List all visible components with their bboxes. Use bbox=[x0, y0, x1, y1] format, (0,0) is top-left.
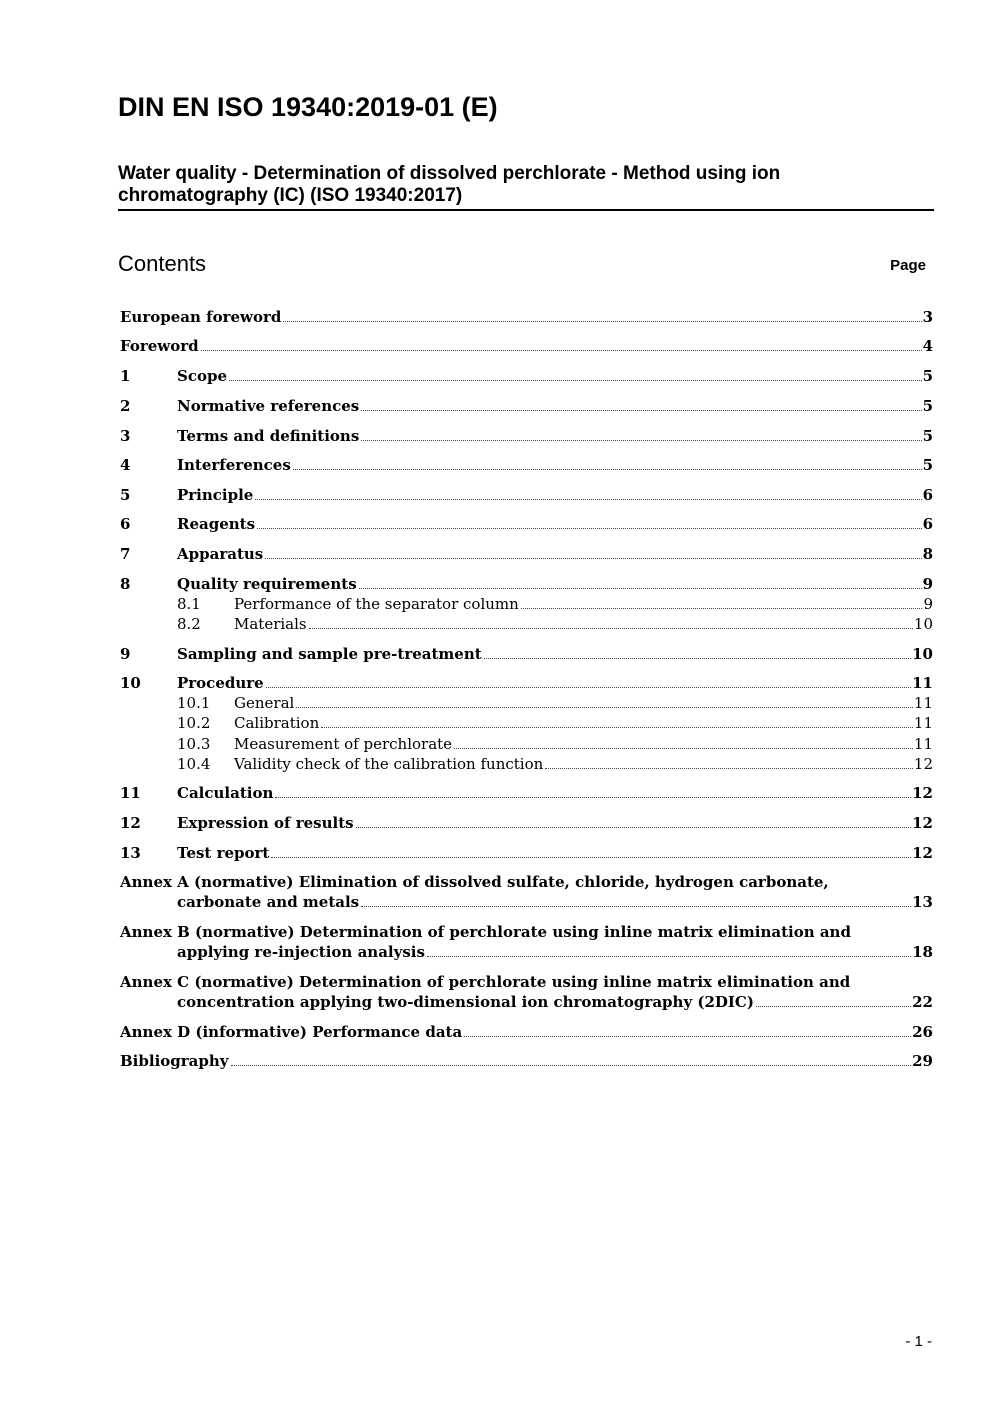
toc-number: 8 bbox=[120, 575, 131, 593]
toc-leader bbox=[283, 321, 921, 322]
toc-entry-annex-a-line-1[interactable] bbox=[120, 872, 933, 892]
toc-label: Principle bbox=[177, 486, 254, 504]
toc-page: 10 bbox=[912, 645, 933, 663]
toc-entry-european-foreword[interactable] bbox=[120, 307, 933, 327]
toc-number: 4 bbox=[120, 456, 131, 474]
toc-entry-bibliography[interactable] bbox=[120, 1051, 933, 1071]
toc-number: 5 bbox=[120, 486, 131, 504]
toc-entry-annex-c-line-1[interactable] bbox=[120, 972, 933, 992]
toc-entry-sampling[interactable] bbox=[120, 644, 933, 664]
toc-page: 18 bbox=[912, 943, 933, 961]
document-title-line-1: Water quality - Determination of dissolved perchlorate - Method using ion bbox=[118, 163, 781, 184]
document-title-line-2: chromatography (IC) (ISO 19340:2017) bbox=[118, 185, 463, 206]
toc-number: 2 bbox=[120, 397, 131, 415]
toc-page: 6 bbox=[922, 486, 933, 504]
toc-page: 4 bbox=[922, 337, 933, 355]
toc-label: Calculation bbox=[177, 784, 274, 802]
toc-entry-principle[interactable] bbox=[120, 485, 933, 505]
toc-leader bbox=[521, 608, 923, 609]
toc-label: Expression of results bbox=[177, 814, 354, 832]
page-number: - 1 - bbox=[905, 1333, 932, 1350]
toc-entry-reagents[interactable] bbox=[120, 514, 933, 534]
toc-label: Test report bbox=[177, 844, 270, 862]
toc-label: Procedure bbox=[177, 674, 264, 692]
toc-page: 11 bbox=[912, 674, 933, 692]
toc-number: 8.2 bbox=[177, 615, 201, 633]
toc-number: 6 bbox=[120, 515, 131, 533]
toc-entry-interferences[interactable] bbox=[120, 455, 933, 475]
toc-label: Sampling and sample pre-treatment bbox=[177, 645, 482, 663]
toc-page: 5 bbox=[922, 456, 933, 474]
toc-entry-apparatus[interactable] bbox=[120, 544, 933, 564]
toc-entry-annex-a-line-2[interactable] bbox=[120, 892, 933, 912]
toc-page: 9 bbox=[923, 595, 933, 613]
toc-label: Materials bbox=[234, 615, 307, 633]
toc-entry-quality-requirements[interactable] bbox=[120, 574, 933, 594]
toc-leader bbox=[454, 748, 913, 749]
toc-entry-calculation[interactable] bbox=[120, 783, 933, 803]
toc-entry-foreword[interactable] bbox=[120, 336, 933, 356]
toc-entry-validity-check[interactable] bbox=[120, 754, 933, 774]
toc-page: 5 bbox=[922, 367, 933, 385]
toc-label: Interferences bbox=[177, 456, 291, 474]
toc-number: 10 bbox=[120, 674, 141, 692]
toc-number: 7 bbox=[120, 545, 131, 563]
page-column-heading: Page bbox=[890, 257, 926, 274]
toc-page: 12 bbox=[912, 814, 933, 832]
toc-entry-test-report[interactable] bbox=[120, 843, 933, 863]
toc-leader bbox=[229, 380, 922, 381]
document-id: DIN EN ISO 19340:2019-01 (E) bbox=[118, 92, 498, 122]
toc-entry-procedure[interactable] bbox=[120, 673, 933, 693]
toc-label: Annex C (normative) Determination of perchlorate using inline matrix elimination and bbox=[120, 973, 851, 991]
toc-leader bbox=[271, 857, 911, 858]
toc-label: Scope bbox=[177, 367, 228, 385]
toc-label: carbonate and metals bbox=[177, 893, 360, 911]
toc-number: 10.1 bbox=[177, 694, 211, 712]
toc-label: European foreword bbox=[120, 308, 282, 326]
toc-page: 6 bbox=[922, 515, 933, 533]
toc-page: 8 bbox=[922, 545, 933, 563]
toc-leader bbox=[361, 906, 911, 907]
toc-page: 9 bbox=[922, 575, 933, 593]
toc-page: 11 bbox=[913, 694, 933, 712]
toc-number: 3 bbox=[120, 427, 131, 445]
toc-leader bbox=[321, 727, 913, 728]
toc-entry-calibration[interactable] bbox=[120, 713, 933, 733]
toc-number: 8.1 bbox=[177, 595, 201, 613]
toc-entry-separator-column[interactable] bbox=[120, 594, 933, 614]
toc-leader bbox=[464, 1036, 911, 1037]
toc-leader bbox=[275, 797, 911, 798]
toc-label: concentration applying two-dimensional ion chromatography (2DIC) bbox=[177, 993, 754, 1011]
toc-page: 29 bbox=[912, 1052, 933, 1070]
toc-page: 12 bbox=[912, 784, 933, 802]
toc-label: Apparatus bbox=[177, 545, 264, 563]
toc-entry-terms-and-definitions[interactable] bbox=[120, 426, 933, 446]
toc-page: 3 bbox=[922, 308, 933, 326]
toc-leader bbox=[545, 768, 913, 769]
toc-page: 5 bbox=[922, 397, 933, 415]
toc-leader bbox=[231, 1065, 912, 1066]
toc-page: 22 bbox=[912, 993, 933, 1011]
toc-leader bbox=[309, 628, 913, 629]
toc-entry-annex-b-line-2[interactable] bbox=[120, 942, 933, 962]
toc-entry-annex-c-line-2[interactable] bbox=[120, 992, 933, 1012]
toc-entry-annex-b-line-1[interactable] bbox=[120, 922, 933, 942]
toc-label: Bibliography bbox=[120, 1052, 229, 1070]
toc-label: Measurement of perchlorate bbox=[234, 735, 453, 753]
toc-entry-normative-references[interactable] bbox=[120, 396, 933, 416]
toc-label: Calibration bbox=[234, 714, 320, 732]
toc-leader bbox=[266, 687, 911, 688]
toc-leader bbox=[293, 469, 922, 470]
toc-entry-general[interactable] bbox=[120, 693, 933, 713]
toc-leader bbox=[359, 588, 922, 589]
toc-number: 10.2 bbox=[177, 714, 211, 732]
toc-entry-annex-d[interactable] bbox=[120, 1022, 933, 1042]
toc-label: Terms and definitions bbox=[177, 427, 360, 445]
toc-entry-measurement-of-perchlorate[interactable] bbox=[120, 734, 933, 754]
toc-leader bbox=[427, 956, 911, 957]
toc-label: Annex D (informative) Performance data bbox=[120, 1023, 463, 1041]
toc-label: Foreword bbox=[120, 337, 199, 355]
toc-page: 26 bbox=[912, 1023, 933, 1041]
toc-entry-expression-of-results[interactable] bbox=[120, 813, 933, 833]
toc-number: 12 bbox=[120, 814, 141, 832]
toc-page: 10 bbox=[913, 615, 933, 633]
contents-heading: Contents bbox=[118, 251, 207, 276]
toc-label: Annex A (normative) Elimination of dissolved sulfate, chloride, hydrogen carbonate, bbox=[120, 873, 829, 891]
toc-leader bbox=[255, 499, 921, 500]
toc-entry-materials[interactable] bbox=[120, 614, 933, 634]
toc-number: 10.4 bbox=[177, 755, 211, 773]
toc-entry-scope[interactable] bbox=[120, 366, 933, 386]
toc-page: 13 bbox=[912, 893, 933, 911]
toc-label: applying re-injection analysis bbox=[177, 943, 425, 961]
toc-number: 10.3 bbox=[177, 735, 211, 753]
toc-leader bbox=[484, 658, 911, 659]
toc-leader bbox=[361, 410, 921, 411]
toc-leader bbox=[201, 350, 922, 351]
toc-page: 5 bbox=[922, 427, 933, 445]
toc-label: Quality requirements bbox=[177, 575, 357, 593]
toc-label: Reagents bbox=[177, 515, 256, 533]
toc-number: 9 bbox=[120, 645, 131, 663]
toc-leader bbox=[756, 1006, 911, 1007]
toc-number: 1 bbox=[120, 367, 131, 385]
toc-label: General bbox=[234, 694, 295, 712]
toc-leader bbox=[356, 827, 912, 828]
toc-leader bbox=[296, 707, 913, 708]
toc-page: 12 bbox=[912, 844, 933, 862]
toc-leader bbox=[265, 558, 921, 559]
toc-label: Annex B (normative) Determination of perchlorate using inline matrix elimination and bbox=[120, 923, 851, 941]
toc-label: Normative references bbox=[177, 397, 360, 415]
document-title bbox=[118, 163, 934, 211]
toc-leader bbox=[361, 440, 921, 441]
toc-label: Performance of the separator column bbox=[234, 595, 519, 613]
toc-leader bbox=[257, 528, 922, 529]
toc-page: 11 bbox=[913, 735, 933, 753]
toc-page: 11 bbox=[913, 714, 933, 732]
toc-label: Validity check of the calibration function bbox=[234, 755, 544, 773]
toc-number: 11 bbox=[120, 784, 141, 802]
toc-page: 12 bbox=[913, 755, 933, 773]
toc-number: 13 bbox=[120, 844, 141, 862]
